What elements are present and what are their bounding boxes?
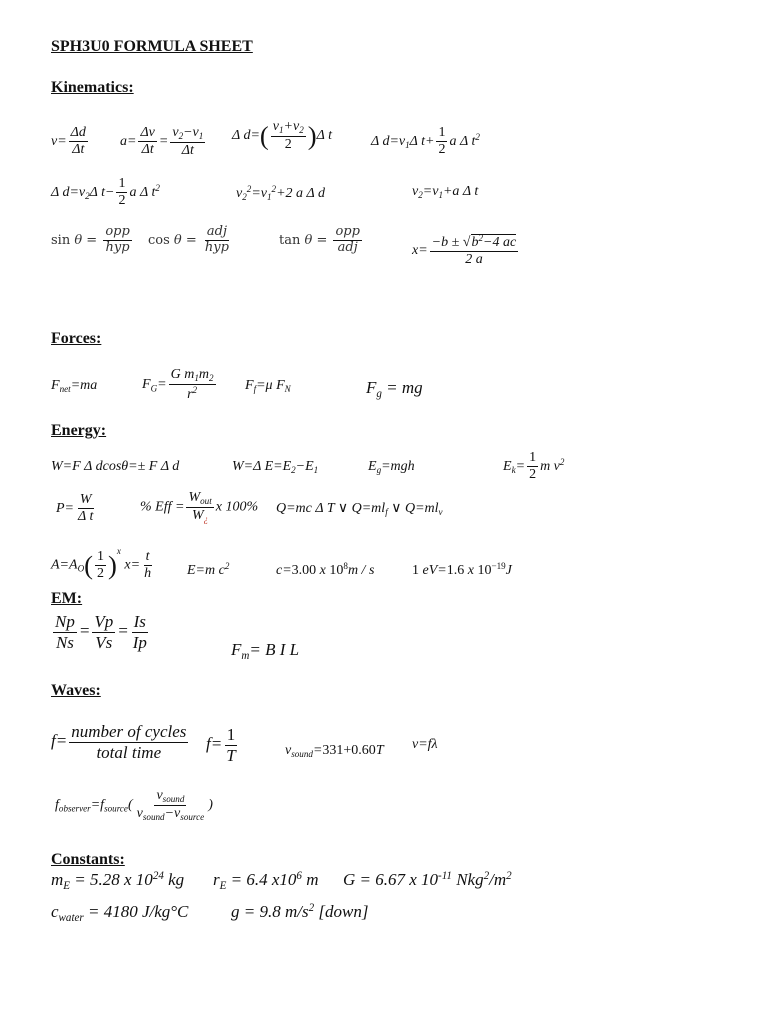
formula-displacement-v1: Δ $d=v_1\Delta$ t+ $\frac{1}{2}$ a Δ $t^2$ <box>371 125 480 158</box>
formula-work: W=F Δ dcosθ=± F Δ d <box>51 459 180 474</box>
formula-frequency-period: f= $\frac{1}{T}$ <box>206 725 236 765</box>
formula-displacement-average: Δ d=( $\frac{v_1+v_2}{2}$ )Δ t <box>232 119 332 152</box>
formula-kinetic-energy: $E_k=$ $\frac{1}{2}$ m $v^2$ <box>503 450 565 483</box>
formula-speed-of-sound: $v_{sound}=331+0.60T$ <box>285 743 384 760</box>
constant-gravity: g = 9.8 $m/s^2$ [down] <box>231 902 369 922</box>
formula-tangent: tan θ = $\frac{\text{opp}}{\text{adj}}$ <box>279 224 360 255</box>
formula-gravitational-force: $F_G=$ $\frac{G m_1m_2}{r^2}$ <box>142 367 214 402</box>
formula-velocity-squared: $v_2^2=v_1^2+2$ a Δ d <box>236 184 325 203</box>
formula-power: P= $\frac{W}{\text{Δ t}}$ <box>56 492 94 525</box>
constant-earth-radius: $r_E = 6.4$ $x10^6$ m <box>213 870 319 892</box>
formula-friction: $F_f=\mu$ $F_N$ <box>245 378 291 395</box>
formula-electron-volt: 1 eV=1.6 x $10^{-19}J$ <box>412 561 512 578</box>
heading-kinematics: Kinematics: <box>51 79 134 96</box>
formula-work-energy: W=Δ $E=E_2-E_1$ <box>232 459 319 476</box>
heading-waves: Waves: <box>51 682 101 699</box>
formula-gravitational-energy: $E_g=mgh$ <box>368 459 415 476</box>
formula-wave-speed: v=fλ <box>412 737 438 752</box>
formula-speed-of-light: c=3.00 x $10^8m$ / s <box>276 561 375 578</box>
formula-cosine: cos θ = $\frac{\text{adj}}{\text{hyp}}$ <box>148 224 229 255</box>
formula-frequency-cycles: f= $\frac{\text{number of cycles}}{\text{total time}}$ <box>51 722 187 762</box>
heading-em: EM: <box>51 590 83 607</box>
constant-earth-mass: $m_E = 5.28$ x $10^{24}$ kg <box>51 870 185 892</box>
heading-forces: Forces: <box>51 330 102 347</box>
heading-energy: Energy: <box>51 422 107 439</box>
formula-net-force: $F_{net}=ma$ <box>51 378 98 395</box>
formula-acceleration: a= $\frac{\Delta v}{\Delta t}$ = $\frac{v_2-v_1}{\Delta t}$ <box>120 125 204 158</box>
formula-magnetic-force: $F_m= B$ I L <box>231 640 300 662</box>
formula-weight: $F_g$ = mg <box>366 378 423 400</box>
formula-quadratic: x= $\frac{-b \pm √b^2-4 ac}{2 a}$ <box>412 233 517 268</box>
formula-transformer: $\frac{Np}{Ns}$ = $\frac{Vp}{Vs}$ = $\frac{Is}{Ip}$ <box>55 612 147 652</box>
formula-efficiency: % Eff = $\frac{W_{out}}{W_¿}$ x 100% <box>140 490 259 524</box>
formula-heat: Q=mc Δ T ∨ $Q=ml_f$ ∨ $Q=ml_v$ <box>276 501 443 518</box>
constant-water-specific-heat: $c_{water} = 4180$ J/kg°C <box>51 902 189 924</box>
page-title: SPH3U0 FORMULA SHEET <box>51 38 253 55</box>
formula-displacement-v2: Δ $d=v_2\Delta$ t− $\frac{1}{2}$ a Δ $t^2$ <box>51 176 160 209</box>
formula-mass-energy: E=m $c^2$ <box>187 561 230 578</box>
formula-doppler: $f_{observer}=f_{source}$( $\frac{v_{sound}}{v_{sound}-v_{source}}$ ) <box>55 788 213 822</box>
formula-final-velocity: $v_2=v_1+a$ Δ t <box>412 184 479 201</box>
formula-sine: sin θ = $\frac{\text{opp}}{\text{hyp}}$ <box>51 224 130 255</box>
constant-gravitational: G = 6.67 x $10^{-11}$ $Nkg^2/m^2$ <box>343 870 512 890</box>
heading-constants: Constants: <box>51 851 125 868</box>
formula-velocity: v= $\frac{\Delta d}{\Delta t}$ <box>51 125 86 158</box>
formula-half-life: $A=A_O$( $\frac{1}{2}$ )$^x$ x= $\frac{t}{h}$ <box>51 546 152 581</box>
